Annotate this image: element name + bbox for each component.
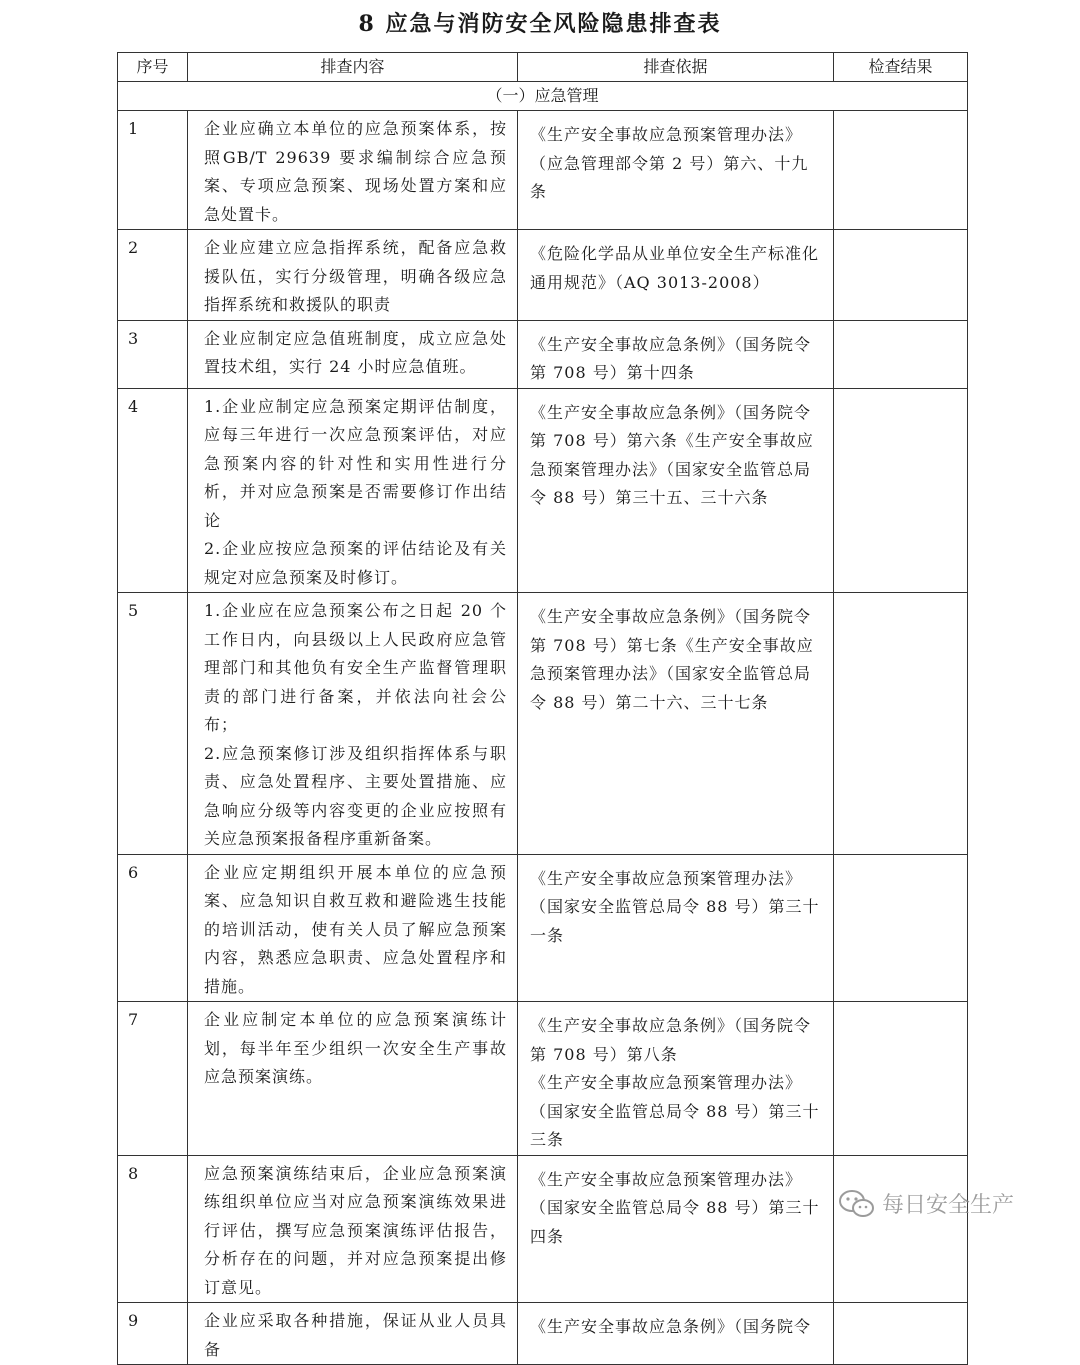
row-number: 3 xyxy=(118,320,188,388)
row-basis xyxy=(518,1303,834,1365)
header-no: 序号 xyxy=(118,53,188,82)
content-paragraph: 应急预案演练结束后，企业应急预案演练组织单位应当对应急预案演练效果进行评估，撰写应急预案演练评估报告，分析存在的问题，并对应急预案提出修订意见。 xyxy=(204,1163,507,1297)
header-row xyxy=(118,53,968,82)
table-row xyxy=(118,854,968,1002)
basis-paragraph: 《生产安全事故应急条例》（国务院令第 708 号）第八条 xyxy=(530,1016,812,1064)
row-number: 2 xyxy=(118,230,188,321)
table-row xyxy=(118,1155,968,1303)
row-basis xyxy=(518,854,834,1002)
row-content xyxy=(188,388,518,593)
content-paragraph: 企业应确立本单位的应急预案体系，按照GB/T 29639 要求编制综合应急预案、专项应急预案、现场处置方案和应急处置卡。 xyxy=(204,119,507,224)
content-paragraph: 企业应定期组织开展本单位的应急预案、应急知识自救互救和避险逃生技能的培训活动，使有关人员了解应急预案内容，熟悉应急职责、应急处置程序和措施。 xyxy=(204,862,507,996)
row-result[interactable] xyxy=(834,320,968,388)
row-result[interactable] xyxy=(834,1002,968,1156)
row-content xyxy=(188,111,518,230)
table-row xyxy=(118,320,968,388)
basis-paragraph: 《生产安全事故应急预案管理办法》（国家安全监管总局令 88 号）第三十四条 xyxy=(530,1169,820,1246)
row-basis xyxy=(518,593,834,855)
row-result[interactable] xyxy=(834,111,968,230)
row-basis xyxy=(518,1002,834,1156)
table-row xyxy=(118,230,968,321)
row-number: 6 xyxy=(118,854,188,1002)
row-content xyxy=(188,320,518,388)
row-basis xyxy=(518,111,834,230)
row-basis xyxy=(518,320,834,388)
section-row xyxy=(118,82,968,111)
content-paragraph: 企业应制定本单位的应急预案演练计划，每半年至少组织一次安全生产事故应急预案演练。 xyxy=(204,1010,507,1086)
page-title: 8 应急与消防安全风险隐患排查表 xyxy=(358,11,722,37)
row-basis xyxy=(518,388,834,593)
row-content xyxy=(188,854,518,1002)
row-number: 5 xyxy=(118,593,188,855)
row-number: 1 xyxy=(118,111,188,230)
row-result[interactable] xyxy=(834,593,968,855)
watermark-text: 每日安全生产 xyxy=(882,1193,1015,1218)
row-basis xyxy=(518,230,834,321)
basis-paragraph: 《生产安全事故应急预案管理办法》（国家安全监管总局令 88 号）第三十一条 xyxy=(530,868,820,945)
content-paragraph: 1.企业应在应急预案公布之日起 20 个工作日内，向县级以上人民政府应急管理部门和其他负有安全生产监督管理职责的部门进行备案，并依法向社会公布； xyxy=(204,601,507,734)
basis-paragraph: 《生产安全事故应急条例》（国务院令第 708 号）第十四条 xyxy=(530,334,812,382)
row-result[interactable] xyxy=(834,854,968,1002)
basis-paragraph: 《生产安全事故应急条例》（国务院令 xyxy=(530,1317,812,1336)
row-result[interactable] xyxy=(834,1303,968,1365)
row-content xyxy=(188,230,518,321)
row-number: 7 xyxy=(118,1002,188,1156)
row-content xyxy=(188,1155,518,1303)
basis-paragraph: 《生产安全事故应急预案管理办法》（国家安全监管总局令 88 号）第三十三条 xyxy=(530,1073,820,1149)
watermark xyxy=(838,1188,1014,1219)
header-basis: 排查依据 xyxy=(518,53,834,82)
content-paragraph: 企业应制定应急值班制度，成立应急处置技术组，实行 24 小时应急值班。 xyxy=(204,328,507,376)
basis-paragraph: 《生产安全事故应急条例》（国务院令第 708 号）第七条《生产安全事故应急预案管理办法》（国家安全监管总局令 88 号）第二十六、三十七条 xyxy=(530,607,814,712)
row-result[interactable] xyxy=(834,230,968,321)
header-result: 检查结果 xyxy=(834,53,968,82)
basis-paragraph: 《生产安全事故应急条例》（国务院令第 708 号）第六条《生产安全事故应急预案管理办法》（国家安全监管总局令 88 号）第三十五、三十六条 xyxy=(530,402,814,507)
basis-paragraph: 《危险化学品从业单位安全生产标准化通用规范》（AQ 3013-2008） xyxy=(530,244,820,292)
wechat-icon xyxy=(838,1189,876,1219)
section-title: （一）应急管理 xyxy=(118,82,968,111)
row-basis xyxy=(518,1155,834,1303)
row-number: 8 xyxy=(118,1155,188,1303)
basis-paragraph: 《生产安全事故应急预案管理办法》（应急管理部令第 2 号）第六、十九条 xyxy=(530,125,809,201)
row-result[interactable] xyxy=(834,1155,968,1303)
header-content: 排查内容 xyxy=(188,53,518,82)
content-paragraph: 1.企业应制定应急预案定期评估制度，应每三年进行一次应急预案评估，对应急预案内容的针对性和实用性进行分析，并对应急预案是否需要修订作出结论 xyxy=(204,396,507,530)
content-paragraph: 2.应急预案修订涉及组织指挥体系与职责、应急处置程序、主要处置措施、应急响应分级等内容变更的企业应按照有关应急预案报备程序重新备案。 xyxy=(204,743,507,848)
inspection-table xyxy=(117,52,968,1365)
table-row xyxy=(118,593,968,855)
row-number: 9 xyxy=(118,1303,188,1365)
row-result[interactable] xyxy=(834,388,968,593)
table-row xyxy=(118,1002,968,1156)
row-content xyxy=(188,1303,518,1365)
table-row xyxy=(118,111,968,230)
row-number: 4 xyxy=(118,388,188,593)
row-content xyxy=(188,1002,518,1156)
content-paragraph: 2.企业应按应急预案的评估结论及有关规定对应急预案及时修订。 xyxy=(204,539,507,587)
content-paragraph: 企业应建立应急指挥系统，配备应急救援队伍，实行分级管理，明确各级应急指挥系统和救援队的职责 xyxy=(204,238,507,314)
row-content xyxy=(188,593,518,855)
content-paragraph: 企业应采取各种措施，保证从业人员具备 xyxy=(204,1311,507,1359)
table-row xyxy=(118,388,968,593)
table-row xyxy=(118,1303,968,1365)
